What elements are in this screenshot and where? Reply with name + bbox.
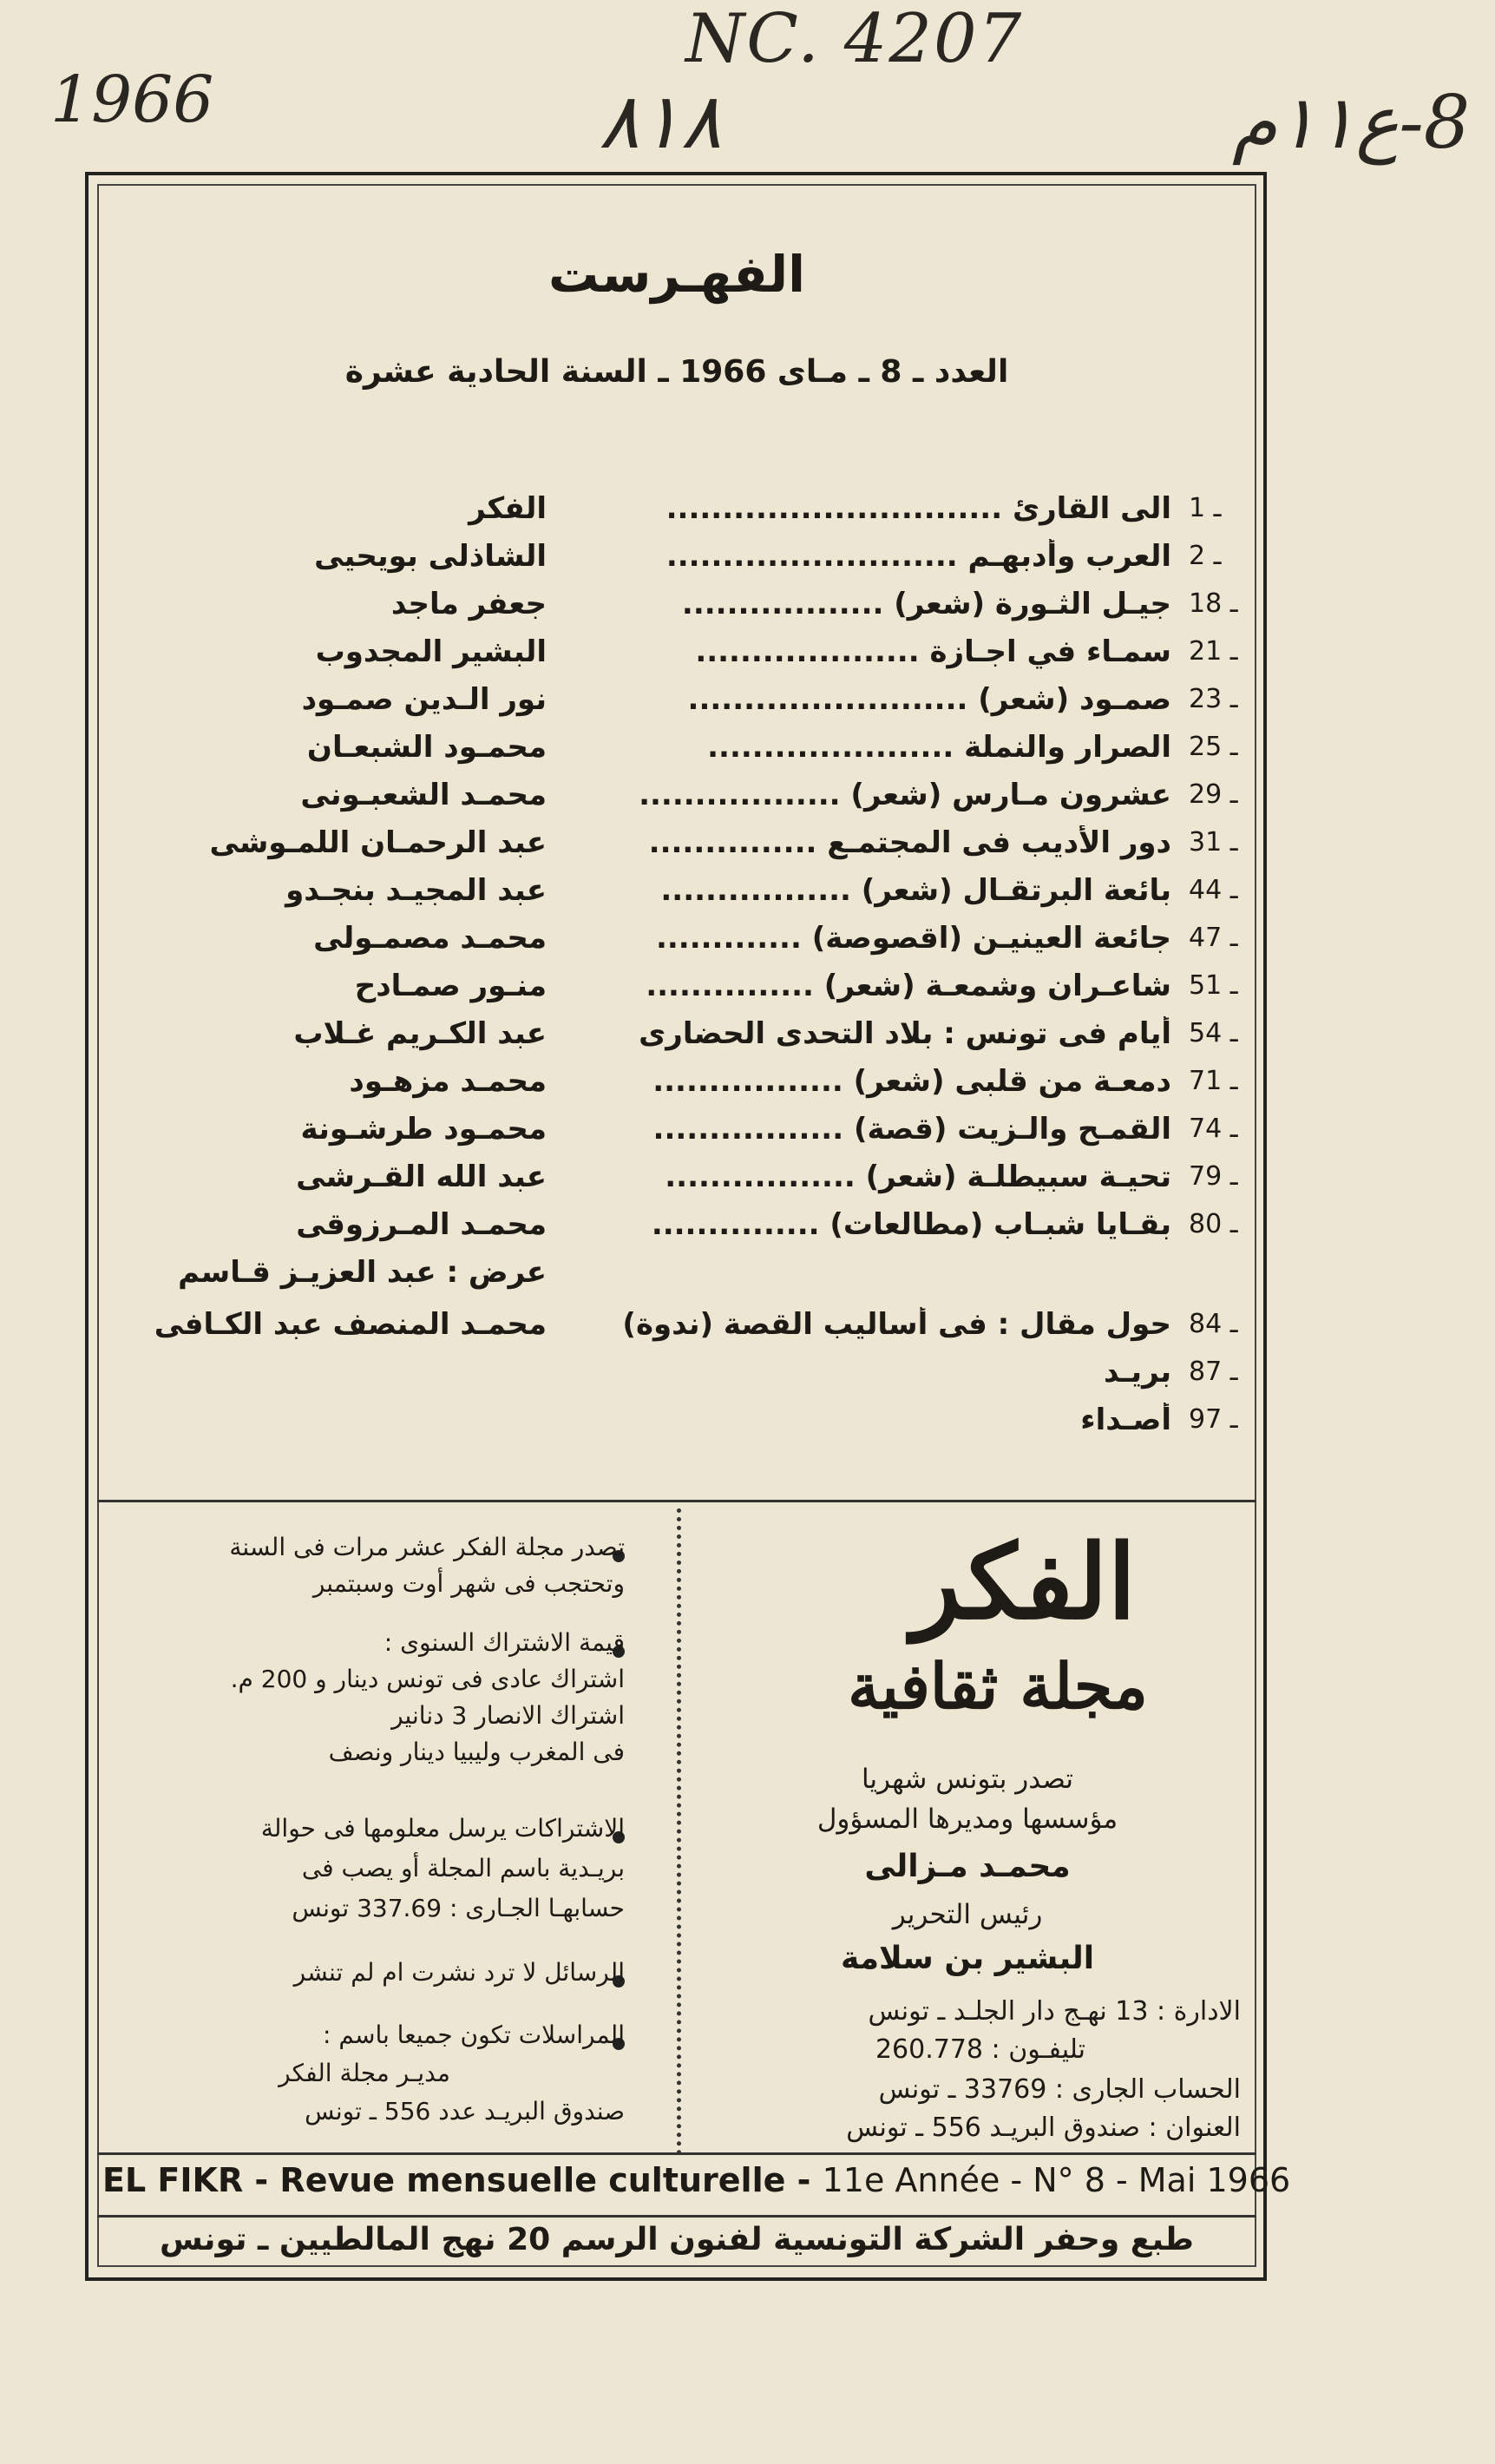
toc-page-number: 18 ـ: [1189, 588, 1238, 619]
page-title: الفهـرست: [548, 245, 806, 304]
toc-title: دمعـة من قلبى (شعر) .................: [652, 1064, 1171, 1099]
toc-author: محمـود طرشـونة: [300, 1112, 547, 1147]
note-line: حسابهـا الجـارى : 337.69 تونس: [292, 1894, 625, 1922]
footer-french-line: [102, 2161, 1291, 2199]
toc-title: أصـداء: [1080, 1403, 1171, 1437]
toc-author: الفكر: [469, 491, 547, 526]
toc-author: محمـد الشعبـونى: [300, 778, 547, 812]
toc-page-number: 97 ـ: [1189, 1404, 1238, 1435]
toc-title: جيـل الثـورة (شعر) ..................: [681, 587, 1171, 621]
toc-page-number: 74 ـ: [1189, 1114, 1238, 1144]
footer-divider: [97, 2152, 1256, 2155]
note-line: الرسائل لا ترد نشرت ام لم تنشر: [293, 1958, 625, 1987]
toc-author: محمـد مزهـود: [349, 1064, 547, 1099]
masthead-founder: محمـد مـزالى: [864, 1849, 1071, 1884]
note-line: فى المغرب وليبيا دينار ونصف: [328, 1738, 625, 1766]
toc-author: محمـود الشبعـان: [306, 730, 547, 765]
note-line: صندوق البريـد عدد 556 ـ تونس: [305, 2097, 625, 2126]
toc-row: [113, 1160, 1258, 1206]
note-line: مديـر مجلة الفكر: [279, 2059, 450, 2087]
toc-row: [113, 1355, 1258, 1402]
masthead-account: الحساب الجارى : 33769 ـ تونس: [878, 2074, 1241, 2105]
toc-title: العرب وأدبهـم ..........................: [666, 539, 1171, 574]
note-line: اشتراك الانصار 3 دنانير: [391, 1701, 625, 1730]
toc-title: بقـايا شبـاب (مطالعات) ...............: [651, 1207, 1171, 1242]
toc-title: جائعة العينيـن (اقصوصة) .............: [655, 921, 1171, 956]
toc-title: بائعة البرتقـال (شعر) .................: [660, 873, 1171, 908]
column-divider: [677, 1508, 681, 2155]
toc-page-number: 31 ـ: [1189, 827, 1238, 857]
toc-page-number: 54 ـ: [1189, 1018, 1238, 1048]
handwritten-year: 1966: [50, 62, 214, 137]
masthead-phone: تليفـون : 260.778: [875, 2034, 1086, 2065]
footer-french-issue: 11e Année - N° 8 - Mai 1966: [822, 2161, 1291, 2199]
section-divider: [97, 1500, 1256, 1502]
handwritten-shelf-mark: 8-ع١١م: [1232, 80, 1471, 165]
issue-line: العدد ـ 8 ـ مـاى 1966 ـ السنة الحادية عشرة: [344, 354, 1009, 390]
toc-title: عشرون مـارس (شعر) ..................: [639, 778, 1171, 812]
toc-row: [113, 730, 1258, 777]
footer-french-title: EL FIKR - Revue mensuelle culturelle -: [102, 2161, 811, 2199]
toc-author: عبد المجيـد بنجـدو: [285, 873, 547, 908]
toc-title: شاعـران وشمعـة (شعر) ...............: [646, 969, 1171, 1003]
toc-page-number: 84 ـ: [1189, 1309, 1238, 1339]
toc-page-number: 47 ـ: [1189, 923, 1238, 953]
toc-page-number: 71 ـ: [1189, 1066, 1238, 1096]
toc-row: [113, 873, 1258, 920]
toc-page-number: 1 ـ: [1189, 493, 1222, 523]
toc-row: [113, 682, 1258, 729]
toc-row: [113, 969, 1258, 1015]
toc-author: عبد الكـريم غـلاب: [293, 1016, 547, 1051]
toc-title: صمـود (شعر) .........................: [687, 682, 1171, 717]
note-line: الاشتراكات يرسل معلومها فى حوالة: [260, 1814, 625, 1843]
toc-author: محمـد مصمـولى: [313, 921, 547, 956]
toc-row: [113, 1112, 1258, 1159]
toc-author: نور الـدين صمـود: [301, 682, 547, 717]
toc-row: [113, 491, 1258, 538]
printer-line: طبع وحفر الشركة التونسية لفنون الرسم 20 نهج المالطيين ـ تونس: [160, 2222, 1194, 2257]
toc-title: الى القارئ ..............................: [666, 491, 1171, 526]
footer-divider: [97, 2215, 1256, 2218]
toc-title: سمـاء في اجـازة ....................: [695, 634, 1171, 669]
toc-row: [113, 825, 1258, 872]
toc-page-number: 79 ـ: [1189, 1161, 1238, 1192]
handwritten-number: ٨١٨: [599, 76, 722, 166]
note-line: بريـدية باسم المجلة أو يصب فى: [301, 1854, 625, 1882]
toc-page-number: 51 ـ: [1189, 970, 1238, 1001]
note-line: قيمة الاشتراك السنوى :: [384, 1628, 625, 1657]
toc-author: البشير المجدوب: [315, 634, 547, 669]
masthead-subtitle: مجلة ثقافية: [848, 1649, 1148, 1723]
toc-title: تحيـة سبيطلـة (شعر) .................: [665, 1160, 1171, 1194]
toc-author: عبد الله القـرشى: [296, 1160, 547, 1194]
toc-page-number: 87 ـ: [1189, 1357, 1238, 1387]
note-line: تصدر مجلة الفكر عشر مرات فى السنة: [229, 1533, 625, 1561]
toc-title: بريـد: [1104, 1355, 1171, 1390]
masthead-logo: الفكر: [911, 1521, 1137, 1642]
masthead-editor-label: رئيس التحرير: [892, 1899, 1043, 1930]
note-line: المراسلات تكون جميعا باسم :: [323, 2020, 625, 2049]
toc-author: عرض : عبد العزيـز قـاسم: [178, 1255, 547, 1290]
note-line: وتحتجب فى شهر أوت وسبتمبر: [312, 1569, 625, 1598]
toc-row: [113, 1255, 1258, 1302]
toc-row: [113, 587, 1258, 634]
masthead-editor: البشير بن سلامة: [840, 1941, 1095, 1976]
note-line: اشتراك عادى فى تونس دينار و 200 م.: [230, 1665, 625, 1693]
masthead-address: الادارة : 13 نهـج دار الجلـد ـ تونس: [868, 1996, 1241, 2027]
handwritten-code: NC. 4207: [685, 0, 1024, 78]
toc-title: حول مقال : فى أساليب القصة (ندوة): [622, 1307, 1171, 1342]
toc-row: [113, 539, 1258, 586]
toc-row: [113, 1207, 1258, 1254]
toc-row: [113, 1064, 1258, 1111]
toc-page-number: 80 ـ: [1189, 1209, 1238, 1239]
toc-page-number: 44 ـ: [1189, 875, 1238, 905]
masthead-frequency: تصدر بتونس شهريا: [861, 1764, 1074, 1795]
toc-row: [113, 1016, 1258, 1063]
toc-author: جعفر ماجد: [390, 587, 547, 621]
toc-row: [113, 1403, 1258, 1449]
toc-row: [113, 921, 1258, 968]
masthead-postal: العنوان : صندوق البريـد 556 ـ تونس: [846, 2112, 1241, 2143]
toc-row: [113, 1307, 1258, 1354]
toc-author: عبد الرحمـان اللمـوشى: [209, 825, 547, 860]
toc-title: القمـح والـزيت (قصة) .................: [652, 1112, 1171, 1147]
toc-author: الشاذلى بويحيى: [314, 539, 547, 574]
toc-page-number: 29 ـ: [1189, 779, 1238, 810]
toc-author: محمـد المـرزوقى: [296, 1207, 547, 1242]
toc-author: محمـد المنصف عبد الكـافى: [154, 1307, 547, 1342]
toc-title: دور الأديب فى المجتمـع ...............: [648, 825, 1171, 860]
toc-page-number: 2 ـ: [1189, 541, 1222, 571]
toc-author: منـور صمـادح: [354, 969, 547, 1003]
toc-row: [113, 778, 1258, 825]
toc-page-number: 25 ـ: [1189, 732, 1238, 762]
masthead-founder-label: مؤسسها ومديرها المسؤول: [816, 1804, 1118, 1835]
toc-page-number: 21 ـ: [1189, 636, 1238, 667]
toc-row: [113, 634, 1258, 681]
toc-title: الصرار والنملة ......................: [707, 730, 1171, 765]
toc-page-number: 23 ـ: [1189, 684, 1238, 714]
toc-title: أيام فى تونس : بلاد التحدى الحضارى: [639, 1016, 1171, 1051]
